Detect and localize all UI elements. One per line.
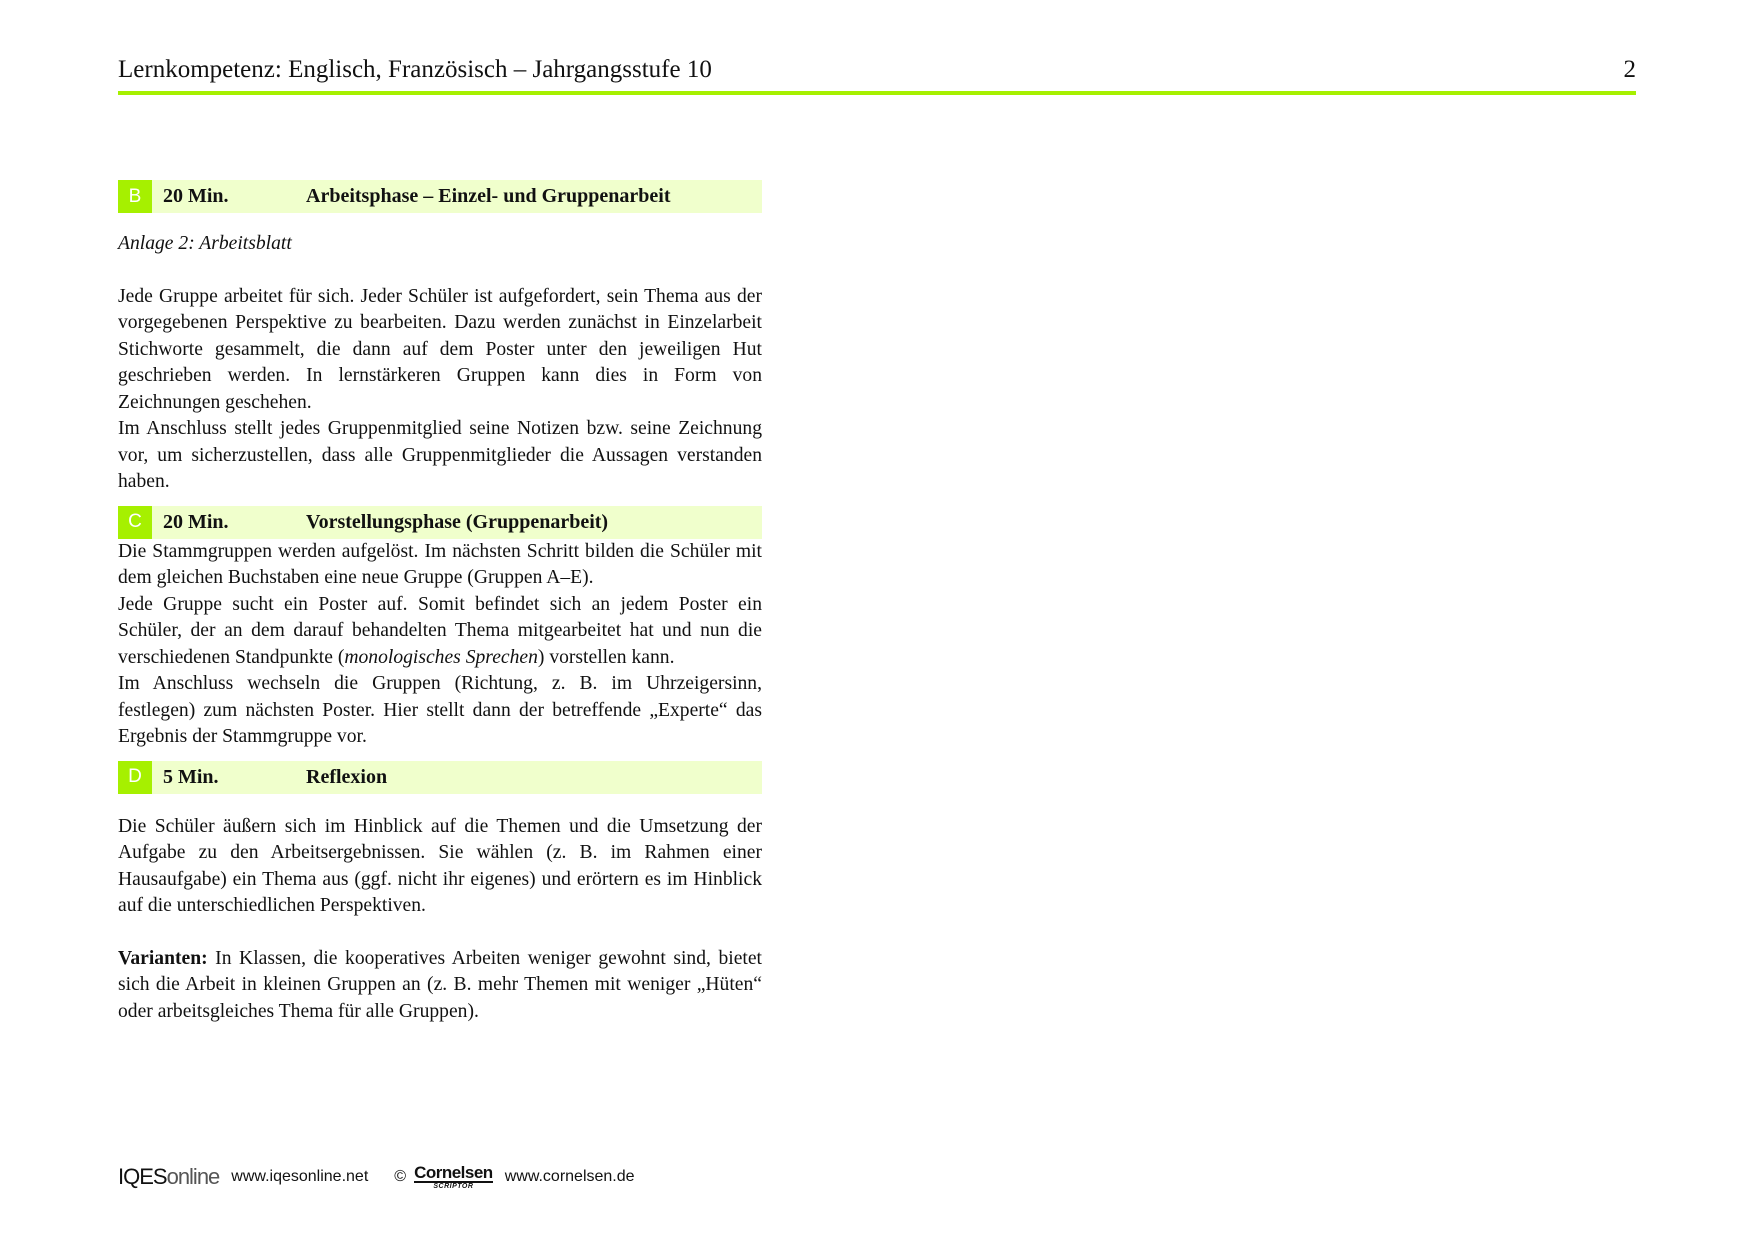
variants-label: Varianten: bbox=[118, 947, 208, 969]
phase-bar-d bbox=[118, 761, 762, 794]
paragraph: Jede Gruppe arbeitet für sich. Jeder Schüler ist aufgefordert, sein Thema aus der vorgegebenen Perspektive zu bearbeiten. Dazu werden zunächst in Einzelarbeit Stichworte gesammelt, die dann auf dem Poster unter den jeweiligen Hut geschrieben werden. In lernstärkeren Gruppen kann dies in Form von Zeichnungen geschehen. bbox=[118, 285, 762, 413]
iqes-logo: IQESonline bbox=[118, 1164, 220, 1189]
cornelsen-url-link[interactable]: www.cornelsen.de bbox=[504, 1168, 635, 1185]
phase-title: Vorstellungsphase (Gruppenarbeit) bbox=[306, 510, 609, 533]
phase-letter-badge: B bbox=[118, 180, 152, 213]
page-number: 2 bbox=[1623, 56, 1636, 83]
page-footer bbox=[118, 1162, 635, 1192]
attachment-reference: Anlage 2: Arbeitsblatt bbox=[118, 233, 292, 254]
phase-duration: 20 Min. bbox=[163, 185, 229, 207]
phase-bar-b bbox=[118, 180, 762, 213]
phase-duration: 5 Min. bbox=[163, 765, 219, 788]
text-run: Jede Gruppe sucht ein Poster auf. Somit befindet sich an jedem Poster ein Schüler, der an dem darauf behandelten Thema mitgearbeitet hat und nun die verschiedenen Standpunkte ( bbox=[118, 593, 762, 668]
paragraph: Im Anschluss wechseln die Gruppen (Richtung, z. B. im Uhrzeigersinn, festlegen) zum nächsten Poster. Hier stellt dann der betreffende „Experte“ das Ergebnis der Stammgruppe vor. bbox=[118, 673, 762, 747]
phase-title: Reflexion bbox=[306, 765, 388, 788]
phase-duration: 20 Min. bbox=[163, 510, 229, 533]
iqes-url-link[interactable]: www.iqesonline.net bbox=[231, 1168, 369, 1185]
phase-bar-c bbox=[118, 506, 762, 539]
paragraph: Die Stammgruppen werden aufgelöst. Im nächsten Schritt bilden die Schüler mit dem gleichen Buchstaben eine neue Gruppe (Gruppen A–E). bbox=[118, 540, 762, 588]
emphasis-text: monologisches Sprechen bbox=[344, 646, 538, 668]
cornelsen-logo: Cornelsen SCRIPTOR bbox=[414, 1163, 493, 1190]
phase-letter-badge: C bbox=[118, 506, 152, 539]
phase-title: Arbeitsphase – Einzel- und Gruppenarbeit bbox=[306, 185, 671, 207]
document-title: Lernkompetenz: Englisch, Französisch – Jahrgangsstufe 10 bbox=[118, 56, 712, 83]
copyright-symbol: © bbox=[394, 1168, 407, 1185]
paragraph: Die Schüler äußern sich im Hinblick auf die Themen und die Umsetzung der Aufgabe zu den Arbeitsergebnissen. Sie wählen (z. B. im Rahmen einer Hausaufgabe) ein Thema aus (ggf. nicht ihr eigenes) und erörtern es im Hinblick auf die unterschiedlichen Perspektiven. bbox=[118, 815, 762, 916]
text-run: ) vorstellen kann. bbox=[537, 646, 675, 668]
paragraph: Im Anschluss stellt jedes Gruppenmitglied seine Notizen bzw. seine Zeichnung vor, um sicherzustellen, dass alle Gruppenmitglieder die Aussagen verstanden haben. bbox=[118, 418, 762, 492]
phase-letter-badge: D bbox=[118, 761, 152, 794]
page-header bbox=[118, 56, 1636, 96]
paragraph bbox=[118, 592, 762, 672]
header-divider bbox=[118, 91, 1636, 95]
variants-text: In Klassen, die kooperatives Arbeiten weniger gewohnt sind, bietet sich die Arbeit in kleinen Gruppen an (z. B. mehr Themen mit weniger „Hüten“ oder arbeitsgleiches Thema für alle Gruppen). bbox=[118, 947, 762, 1022]
content-column bbox=[118, 180, 762, 1025]
variants-paragraph bbox=[118, 946, 762, 1026]
